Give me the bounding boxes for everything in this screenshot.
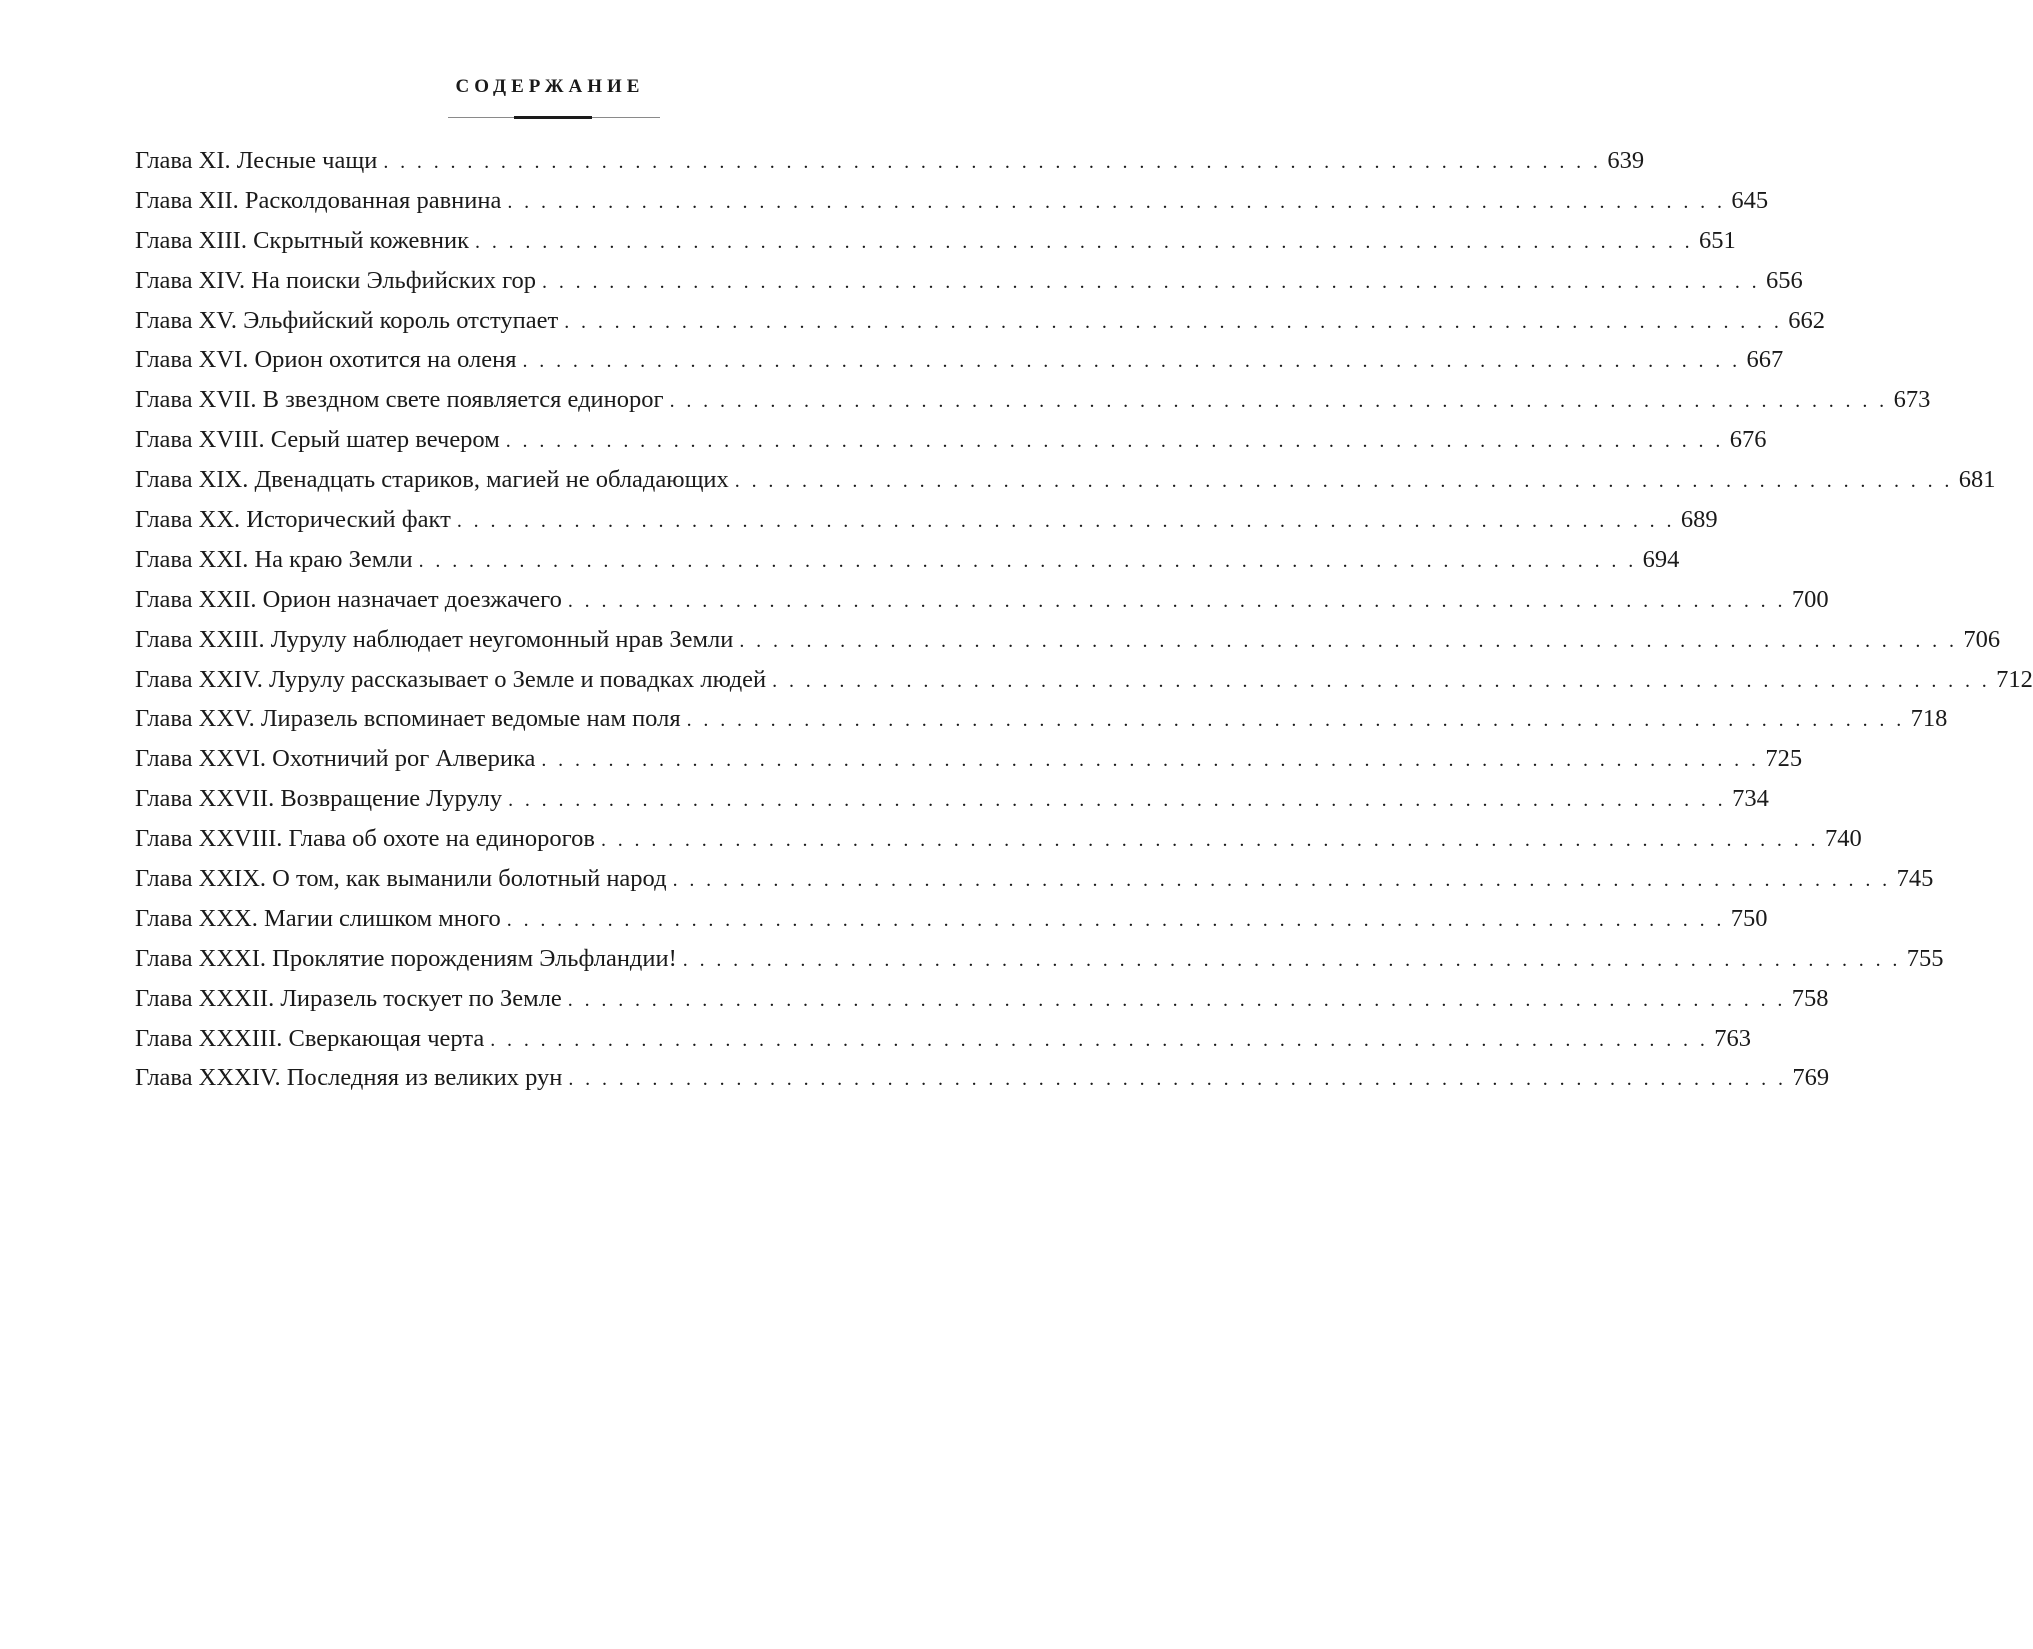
toc-dot-leader: . . . . . . . . . . . . . . . . . . . . . . . . . . . . . . . . . . . . . . . . . . . . . . . . . . . . . . . . . . . . . . . . . . . . . . . . . [734,470,1953,493]
toc-entry-page: 750 [1730,904,1768,932]
toc-entry [135,261,1803,301]
toc-entry [135,620,2001,660]
toc-entry [135,819,1862,859]
toc-entry-title: Глава XIX. Двенадцать стариков, магией не обладающих [135,466,729,494]
toc-dot-leader: . . . . . . . . . . . . . . . . . . . . . . . . . . . . . . . . . . . . . . . . . . . . . . . . . . . . . . . . . . . . . . . . . . . . . . . . . [542,270,1761,293]
toc-entry [135,580,1829,620]
toc-dot-leader: . . . . . . . . . . . . . . . . . . . . . . . . . . . . . . . . . . . . . . . . . . . . . . . . . . . . . . . . . . . . . . . . . . . . . . . . . [567,589,1786,612]
toc-dot-leader: . . . . . . . . . . . . . . . . . . . . . . . . . . . . . . . . . . . . . . . . . . . . . . . . . . . . . . . . . . . . . . . . . . . . . . . . . [541,749,1760,772]
toc-dot-leader: . . . . . . . . . . . . . . . . . . . . . . . . . . . . . . . . . . . . . . . . . . . . . . . . . . . . . . . . . . . . . . . . . . . . . . . . . [418,549,1637,572]
toc-dot-leader: . . . . . . . . . . . . . . . . . . . . . . . . . . . . . . . . . . . . . . . . . . . . . . . . . . . . . . . . . . . . . . . . . . . . . . . . . [505,430,1724,453]
toc-entry-title: Глава XXVII. Возвращение Лурулу [135,785,503,813]
toc-entry [135,540,1680,580]
toc-entry-page: 676 [1729,426,1767,454]
toc-entry-page: 673 [1893,386,1931,414]
toc-entry-page: 639 [1607,147,1645,174]
toc-entry-page: 763 [1714,1024,1751,1052]
toc-dot-leader: . . . . . . . . . . . . . . . . . . . . . . . . . . . . . . . . . . . . . . . . . . . . . . . . . . . . . . . . . . . . . . . . . . . . . . . . . [475,230,1694,253]
toc-dot-leader: . . . . . . . . . . . . . . . . . . . . . . . . . . . . . . . . . . . . . . . . . . . . . . . . . . . . . . . . . . . . . . . . . . . . . . . . . [490,1028,1709,1051]
toc-entry-title: Глава XXIII. Лурулу наблюдает неугомонный нрав Земли [135,625,734,653]
heading-rule-accent [514,116,592,119]
toc-entry-title: Глава XII. Расколдованная равнина [135,186,502,214]
toc-entry-page: 651 [1699,226,1736,254]
toc-entry [135,699,1948,739]
toc-entry [135,380,1931,420]
toc-entry-page: 712 [1996,665,2033,693]
toc-dot-leader: . . . . . . . . . . . . . . . . . . . . . . . . . . . . . . . . . . . . . . . . . . . . . . . . . . . . . . . . . . . . . . . . . . . . . . . . . [669,390,1888,413]
toc-dot-leader: . . . . . . . . . . . . . . . . . . . . . . . . . . . . . . . . . . . . . . . . . . . . . . . . . . . . . . . . . . . . . . . . . . . . . . . . . [600,829,1819,852]
toc-entry [135,500,1718,540]
toc-entry [135,221,1736,261]
toc-dot-leader: . . . . . . . . . . . . . . . . . . . . . . . . . . . . . . . . . . . . . . . . . . . . . . . . . . . . . . . . . . . . . . . . . . . . . . . . . [508,789,1727,812]
toc-entry-page: 740 [1824,825,1862,853]
toc-dot-leader: . . . . . . . . . . . . . . . . . . . . . . . . . . . . . . . . . . . . . . . . . . . . . . . . . . . . . . . . . . . . . . . . . . . . . . . . . [456,510,1675,533]
toc-dot-leader: . . . . . . . . . . . . . . . . . . . . . . . . . . . . . . . . . . . . . . . . . . . . . . . . . . . . . . . . . . . . . . . . . . . . . . . . . [507,190,1726,213]
toc-dot-leader: . . . . . . . . . . . . . . . . . . . . . . . . . . . . . . . . . . . . . . . . . . . . . . . . . . . . . . . . . . . . . . . . . . . . . . . . . [383,151,1602,173]
contents-heading: СОДЕРЖАНИЕ [455,76,645,97]
toc-entry-page: 755 [1906,944,1944,972]
toc-entry-page: 706 [1963,625,2001,653]
toc-entry [135,460,1996,500]
toc-dot-leader: . . . . . . . . . . . . . . . . . . . . . . . . . . . . . . . . . . . . . . . . . . . . . . . . . . . . . . . . . . . . . . . . . . . . . . . . . [564,310,1783,333]
toc-entry-title: Глава XV. Эльфийский король отступает [135,306,559,334]
toc-entry [135,141,1645,181]
toc-entry-page: 734 [1732,785,1769,813]
table-of-contents [135,141,2033,1098]
toc-entry [135,420,1767,460]
toc-entry-title: Глава XXIX. О том, как выманили болотный народ [135,865,667,893]
toc-entry-title: Глава XXVIII. Глава об охоте на единорогов [135,825,595,853]
toc-dot-leader: . . . . . . . . . . . . . . . . . . . . . . . . . . . . . . . . . . . . . . . . . . . . . . . . . . . . . . . . . . . . . . . . . . . . . . . . . [682,948,1901,971]
toc-entry [135,979,1829,1019]
toc-entry [135,1019,1751,1059]
toc-entry-page: 662 [1788,306,1825,334]
toc-entry-title: Глава XXVI. Охотничий рог Алверика [135,745,536,773]
toc-entry-title: Глава XXV. Лиразель вспоминает ведомые нам поля [135,705,681,733]
toc-entry-page: 700 [1791,585,1829,613]
toc-entry [135,301,1825,341]
toc-entry-title: Глава XVIII. Серый шатер вечером [135,426,500,454]
toc-entry-page: 769 [1792,1064,1830,1092]
toc-dot-leader: . . . . . . . . . . . . . . . . . . . . . . . . . . . . . . . . . . . . . . . . . . . . . . . . . . . . . . . . . . . . . . . . . . . . . . . . . [672,869,1891,892]
toc-entry [135,181,1769,221]
toc-entry [135,340,1784,380]
toc-entry-title: Глава XXI. На краю Земли [135,545,413,573]
toc-entry [135,739,1803,779]
toc-entry-title: Глава XXXII. Лиразель тоскует по Земле [135,984,562,1012]
toc-entry [135,899,1768,939]
toc-entry-title: Глава XXX. Магии слишком много [135,904,501,932]
toc-entry-title: Глава XIII. Скрытный кожевник [135,226,470,254]
toc-entry-page: 758 [1791,984,1829,1012]
toc-dot-leader: . . . . . . . . . . . . . . . . . . . . . . . . . . . . . . . . . . . . . . . . . . . . . . . . . . . . . . . . . . . . . . . . . . . . . . . . . [567,988,1786,1011]
toc-entry-title: Глава XXII. Орион назначает доезжачего [135,585,562,613]
toc-entry-page: 645 [1731,186,1769,214]
toc-entry-title: Глава XIV. На поиски Эльфийских гор [135,266,537,294]
toc-entry-title: Глава XVI. Орион охотится на оленя [135,346,517,374]
toc-entry-title: Глава XXXI. Проклятие порождениям Эльфландии! [135,944,677,972]
toc-entry-page: 689 [1680,506,1718,534]
toc-entry-page: 656 [1766,266,1803,294]
toc-dot-leader: . . . . . . . . . . . . . . . . . . . . . . . . . . . . . . . . . . . . . . . . . . . . . . . . . . . . . . . . . . . . . . . . . . . . . . . . . [739,629,1958,652]
toc-entry-title: Глава XXXIII. Сверкающая черта [135,1024,485,1052]
toc-entry-page: 745 [1896,865,1934,893]
toc-entry-page: 694 [1642,545,1680,573]
toc-entry-title: Глава XI. Лесные чащи [135,147,378,174]
toc-dot-leader: . . . . . . . . . . . . . . . . . . . . . . . . . . . . . . . . . . . . . . . . . . . . . . . . . . . . . . . . . . . . . . . . . . . . . . . . . [686,709,1905,732]
toc-entry-page: 718 [1910,705,1948,733]
toc-dot-leader: . . . . . . . . . . . . . . . . . . . . . . . . . . . . . . . . . . . . . . . . . . . . . . . . . . . . . . . . . . . . . . . . . . . . . . . . . [506,908,1725,931]
toc-entry-page: 725 [1765,745,1803,773]
toc-dot-leader: . . . . . . . . . . . . . . . . . . . . . . . . . . . . . . . . . . . . . . . . . . . . . . . . . . . . . . . . . . . . . . . . . . . . . . . . . [568,1068,1787,1091]
toc-dot-leader: . . . . . . . . . . . . . . . . . . . . . . . . . . . . . . . . . . . . . . . . . . . . . . . . . . . . . . . . . . . . . . . . . . . . . . . . . [772,669,1991,692]
toc-entry-title: Глава XX. Исторический факт [135,506,451,534]
toc-entry-page: 681 [1958,466,1996,494]
toc-entry-title: Глава XXXIV. Последняя из великих рун [135,1064,563,1092]
toc-entry [135,660,2033,700]
toc-entry [135,859,1934,899]
toc-dot-leader: . . . . . . . . . . . . . . . . . . . . . . . . . . . . . . . . . . . . . . . . . . . . . . . . . . . . . . . . . . . . . . . . . . . . . . . . . [522,350,1741,373]
toc-entry-title: Глава XXIV. Лурулу рассказывает о Земле и повадках людей [135,665,767,693]
toc-entry [135,939,1944,979]
toc-entry-title: Глава XVII. В звездном свете появляется единорог [135,386,664,414]
toc-entry-page: 667 [1746,346,1784,374]
toc-entry [135,779,1769,819]
toc-entry [135,1058,1830,1098]
